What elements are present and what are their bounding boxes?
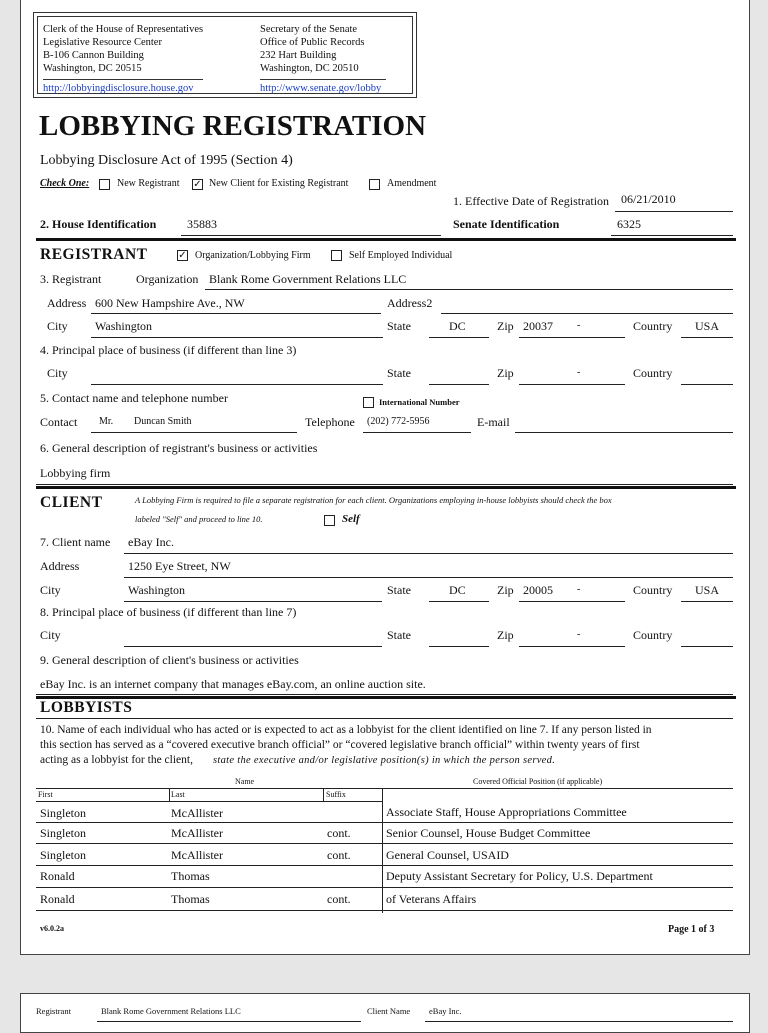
client-note-line1: A Lobbying Firm is required to file a separate registration for each client. Organizations employing in-house lobbyists should check the box xyxy=(135,495,612,505)
org-firm-checkbox[interactable] xyxy=(177,250,188,261)
self-employed-checkbox[interactable] xyxy=(331,250,342,261)
international-number-checkbox[interactable] xyxy=(363,397,374,408)
lobbyist-first[interactable]: Singleton xyxy=(40,806,87,820)
new-client-checkbox[interactable] xyxy=(192,179,203,190)
client-zip-value[interactable]: 20005 xyxy=(523,583,553,597)
telephone-label: Telephone xyxy=(305,415,355,429)
registrant-address2-label: Address2 xyxy=(387,296,433,310)
lobbyist-last[interactable]: McAllister xyxy=(171,848,223,862)
client-address-label: Address xyxy=(40,559,80,573)
line8-state-label: State xyxy=(387,628,411,642)
form-version: v6.0.2a xyxy=(40,924,64,933)
line8-country-label: Country xyxy=(633,628,673,642)
self-label: Self xyxy=(342,513,360,525)
house-id-value[interactable]: 35883 xyxy=(187,217,217,231)
client-country-label: Country xyxy=(633,583,673,597)
registrant-line4-label: 4. Principal place of business (if different than line 3) xyxy=(40,343,297,357)
client-line8-label: 8. Principal place of business (if different than line 7) xyxy=(40,605,297,619)
effective-date-label: 1. Effective Date of Registration xyxy=(453,194,610,208)
registrant-line5-label: 5. Contact name and telephone number xyxy=(40,391,228,405)
senate-address: Secretary of the Senate Office of Public Records 232 Hart Building Washington, DC 20510 http://www.senate.gov/lobby xyxy=(260,23,386,95)
client-city-value[interactable]: Washington xyxy=(128,583,186,597)
lobbyist-position[interactable]: of Veterans Affairs xyxy=(386,892,477,906)
col-first-header: First xyxy=(38,790,53,799)
check-mark-icon: ✓ xyxy=(178,250,187,261)
senate-url-link[interactable]: http://www.senate.gov/lobby xyxy=(260,83,382,94)
lobbyist-first[interactable]: Ronald xyxy=(40,892,75,906)
self-checkbox[interactable] xyxy=(324,515,335,526)
international-number-label: International Number xyxy=(379,397,460,407)
line4-country-label: Country xyxy=(633,366,673,380)
line4-state-label: State xyxy=(387,366,411,380)
self-employed-label: Self Employed Individual xyxy=(349,250,453,261)
senate-id-label: Senate Identification xyxy=(453,217,560,231)
registrant-state-label: State xyxy=(387,319,411,333)
line4-zip-label: Zip xyxy=(497,366,514,380)
contact-prefix[interactable]: Mr. xyxy=(99,416,114,427)
col-last-header: Last xyxy=(171,790,185,799)
page-number: Page 1 of 3 xyxy=(668,924,715,935)
organization-label: Organization xyxy=(136,272,199,286)
senate-id-value[interactable]: 6325 xyxy=(617,217,641,231)
form-page-2 xyxy=(20,993,750,1033)
line8-city-label: City xyxy=(40,628,61,642)
lobbyist-first[interactable]: Singleton xyxy=(40,826,87,840)
new-client-label: New Client for Existing Registrant xyxy=(209,178,349,189)
house-id-label: 2. House Identification xyxy=(40,217,157,231)
telephone-value[interactable]: (202) 772-5956 xyxy=(367,416,430,427)
contact-label: Contact xyxy=(40,415,78,429)
email-label: E-mail xyxy=(477,415,510,429)
amendment-label: Amendment xyxy=(387,178,437,189)
lobbyist-position[interactable]: General Counsel, USAID xyxy=(386,848,509,862)
effective-date-value[interactable]: 06/21/2010 xyxy=(621,192,676,206)
client-line7-label: 7. Client name xyxy=(40,535,111,549)
registrant-country-label: Country xyxy=(633,319,673,333)
lobbyist-suffix[interactable]: cont. xyxy=(327,826,351,840)
lobbyist-last[interactable]: Thomas xyxy=(171,892,210,906)
page2-registrant-value: Blank Rome Government Relations LLC xyxy=(101,1006,241,1016)
registrant-line3-label: 3. Registrant xyxy=(40,272,102,286)
clerk-address: Clerk of the House of Representatives Legislative Resource Center B-106 Cannon Building Washington, DC 20515 http://lobbyingdisclosure.house.gov xyxy=(43,24,204,94)
amendment-checkbox[interactable] xyxy=(369,179,380,190)
check-one-label: Check One: xyxy=(40,178,90,189)
registrant-business-value[interactable]: Lobbying firm xyxy=(40,466,111,480)
client-line9-label: 9. General description of client's business or activities xyxy=(40,653,299,667)
line4-city-label: City xyxy=(47,366,68,380)
client-name-value[interactable]: eBay Inc. xyxy=(128,535,174,549)
page2-registrant-label: Registrant xyxy=(36,1006,71,1016)
registrant-country-value[interactable]: USA xyxy=(695,319,720,333)
lobbyist-position[interactable]: Deputy Assistant Secretary for Policy, U.S. Department xyxy=(386,869,653,883)
line10-text-c: acting as a lobbyist for the client, xyxy=(40,754,193,766)
registrant-city-value[interactable]: Washington xyxy=(95,319,153,333)
organization-value[interactable]: Blank Rome Government Relations LLC xyxy=(209,272,407,286)
registrant-zip-value[interactable]: 20037 xyxy=(523,319,553,333)
client-state-label: State xyxy=(387,583,411,597)
line10-text-italic: state the executive and/or legislative position(s) in which the person served. xyxy=(213,755,556,766)
client-business-value[interactable]: eBay Inc. is an internet company that manages eBay.com, an online auction site. xyxy=(40,677,426,691)
lobbyist-last[interactable]: Thomas xyxy=(171,869,210,883)
new-registrant-checkbox[interactable] xyxy=(99,179,110,190)
registrant-heading: REGISTRANT xyxy=(40,246,148,263)
check-mark-icon: ✓ xyxy=(193,179,202,190)
new-registrant-label: New Registrant xyxy=(117,178,180,189)
col-position-header: Covered Official Position (if applicable) xyxy=(473,777,603,786)
col-name-header: Name xyxy=(235,777,255,786)
lobbyist-last[interactable]: McAllister xyxy=(171,826,223,840)
lobbyist-position[interactable]: Associate Staff, House Appropriations Committee xyxy=(386,805,627,819)
registrant-address-label: Address xyxy=(47,296,87,310)
client-heading: CLIENT xyxy=(40,494,103,511)
client-city-label: City xyxy=(40,583,61,597)
clerk-url-link[interactable]: http://lobbyingdisclosure.house.gov xyxy=(43,83,194,94)
lobbyists-heading: LOBBYISTS xyxy=(40,699,133,716)
registrant-city-label: City xyxy=(47,319,68,333)
filing-address-box xyxy=(33,12,417,98)
registrant-line6-label: 6. General description of registrant's business or activities xyxy=(40,441,318,455)
client-zip-label: Zip xyxy=(497,583,514,597)
col-suffix-header: Suffix xyxy=(326,790,346,799)
lobbyist-position[interactable]: Senior Counsel, House Budget Committee xyxy=(386,826,591,840)
form-title: LOBBYING REGISTRATION xyxy=(39,110,427,142)
line8-zip-label: Zip xyxy=(497,628,514,642)
lobbyist-first[interactable]: Ronald xyxy=(40,869,75,883)
registrant-state-value[interactable]: DC xyxy=(449,319,466,333)
page2-client-value: eBay Inc. xyxy=(429,1006,462,1016)
line10-text-b: this section has served as a “covered executive branch official” or “covered legislative branch official” within twenty years of first xyxy=(40,739,640,751)
client-state-value[interactable]: DC xyxy=(449,583,466,597)
client-country-value[interactable]: USA xyxy=(695,583,720,597)
line10-text-a: 10. Name of each individual who has acted or is expected to act as a lobbyist for the client identified on line 7. If any person listed in xyxy=(40,724,652,736)
page2-client-label: Client Name xyxy=(367,1006,411,1016)
registrant-address-value[interactable]: 600 New Hampshire Ave., NW xyxy=(95,296,245,310)
form-subtitle: Lobbying Disclosure Act of 1995 (Section 4) xyxy=(40,153,293,168)
org-firm-label: Organization/Lobbying Firm xyxy=(195,250,311,261)
registrant-zip-label: Zip xyxy=(497,319,514,333)
lobbyist-suffix[interactable]: cont. xyxy=(327,848,351,862)
lobbyist-suffix[interactable]: cont. xyxy=(327,892,351,906)
lobbyist-first[interactable]: Singleton xyxy=(40,848,87,862)
lobbyist-last[interactable]: McAllister xyxy=(171,806,223,820)
form-page-1: Clerk of the House of Representatives Legislative Resource Center B-106 Cannon Building Washington, DC 20515 http://lobbyingdisclosure.house.gov Secretary of the Senate Office of Public Records 232 Hart Building Washington, DC 20510 http://www.senate.gov/lobby LOBBYING REGISTRATION Lobbying Disclosure Act of 1995 (Section 4) Check One: New Registrant ✓ New Client for Existing Registrant Amendment 1. Effective Date of Registration 06/21/2010 2. House Identification 35883 Senate Identification 6325 REGISTRANT ✓ Organization/Lobbying Firm Self Employed Individual 3. Registrant Organization Blank Rome Government Relations LLC Address 600 New Hampshire Ave., NW Address2 City Washington State DC Zip 20037 - Country USA 4. Principal place of business (if different than line 3) City State Zip - Country 5. Contact name and telephone number International Number Contact Mr. Duncan Smith Telephone (202) 772-5956 E-mail 6. General description of registrant's business or activities Lobbying firm CLIENT A Lobbying Firm is required to file a separate registration for each client. Organizations employing in-house lobbyists should check the box labeled "Self" and proceed to line 10. Self 7. Client name eBay Inc. Address 1250 Eye Street, NW City Washington State DC Zip 20005 - Country USA 8. Principal place of business (if different than line 7) City State Zip - Country 9. General description of client's business or activities eBay Inc. is an internet company that manages eBay.com, an online auction site. LOBBYISTS 10. Name of each individual who has acted or is expected to act as a lobbyist for the client identified on line 7. If any person listed in this section has served as a “covered executive branch official” or “covered legislative branch official” within twenty years of first acting as a lobbyist for the client, state the executive and/or legislative position(s) in which the person served. Name Covered Official Position (if applicable) First Last Suffix Singleton McAllister Associate Staff, House Appropriations Committee Singleton McAllister cont. Senior Counsel, House Budget Committee Singleton McAllister cont. General Counsel, USAID Ronald Thomas Deputy Assistant Secretary for Policy, U.S. Department Ronald Thomas cont. of Veterans Affairs v6.0.2a Page 1 of 3 xyxy=(20,0,750,955)
client-address-value[interactable]: 1250 Eye Street, NW xyxy=(128,559,231,573)
contact-name[interactable]: Duncan Smith xyxy=(134,416,192,427)
client-note-line2: labeled "Self" and proceed to line 10. xyxy=(135,514,263,524)
